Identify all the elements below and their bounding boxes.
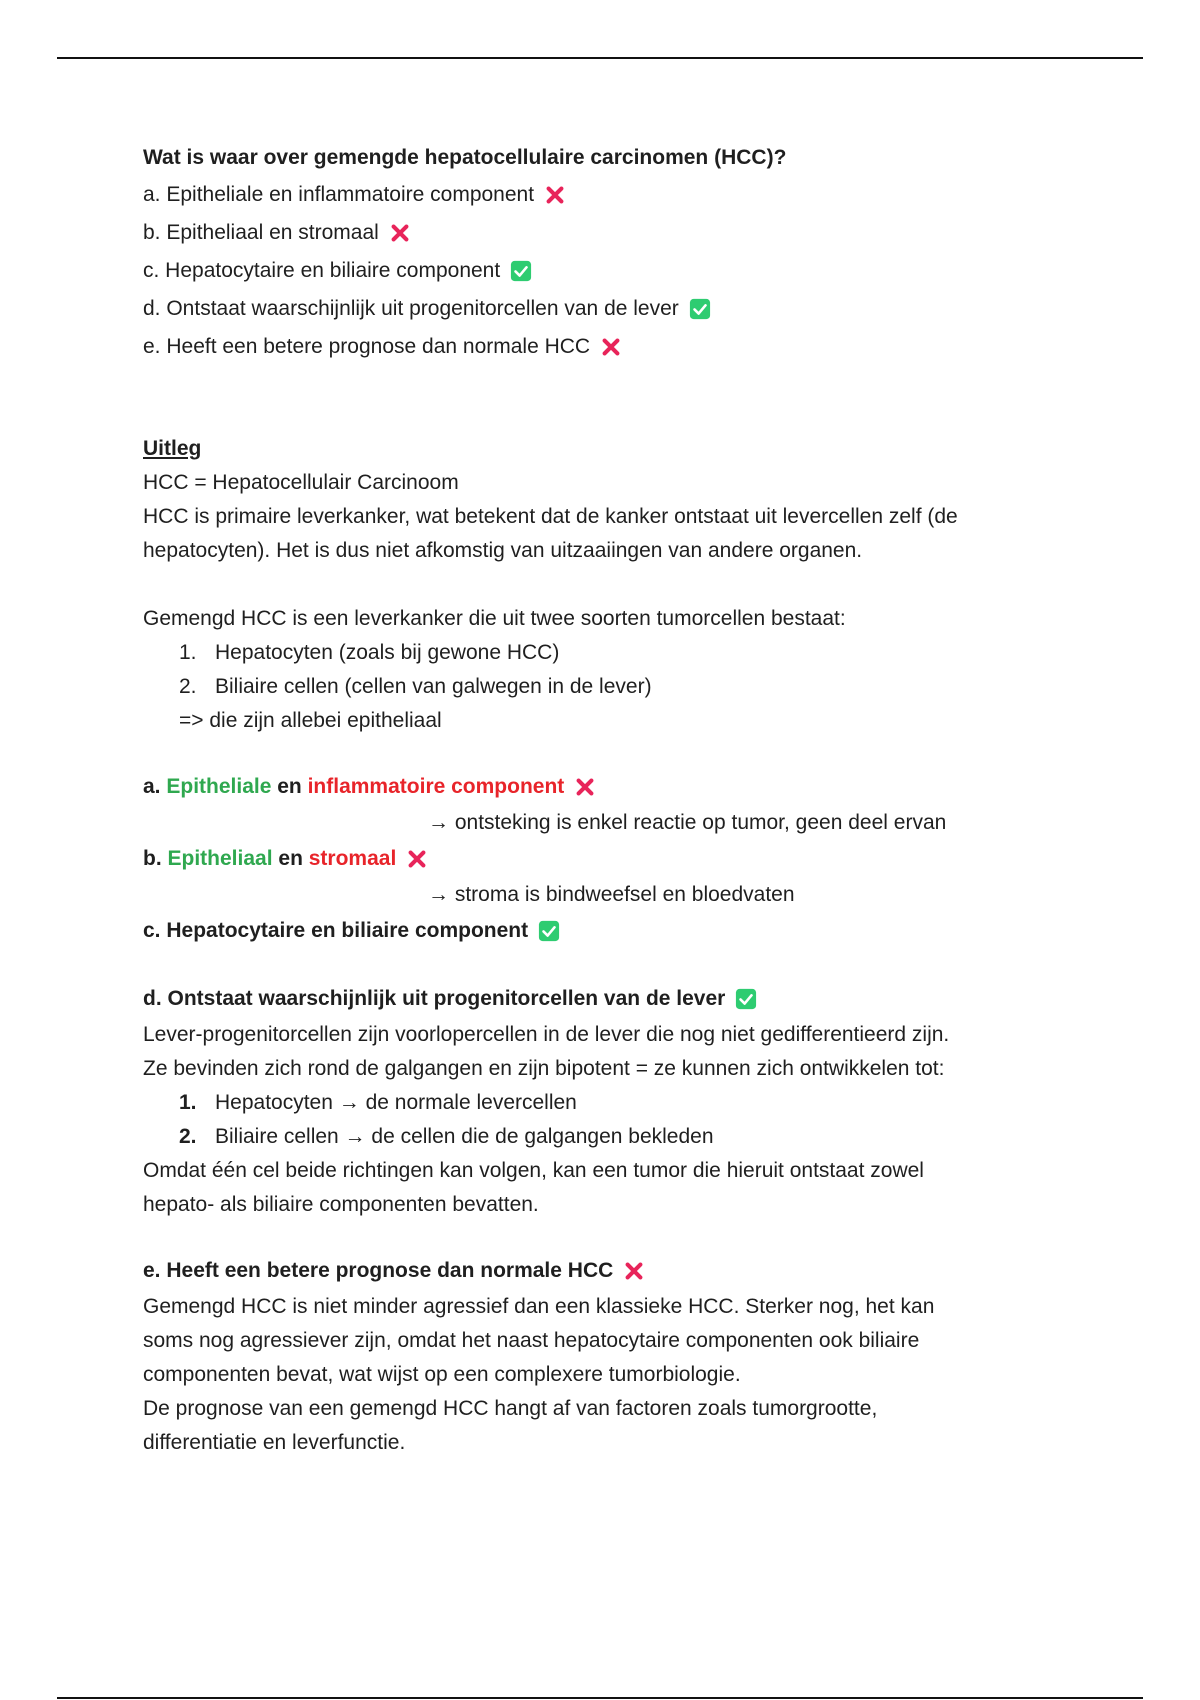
- answer-a-arrow: → ontsteking is enkel reactie op tumor, geen deel ervan: [428, 811, 947, 834]
- option-b-text: b. Epitheliaal en stromaal: [143, 221, 379, 244]
- option-e-text: e. Heeft een betere prognose dan normale HCC: [143, 335, 591, 358]
- answer-a-green: Epitheliale: [166, 775, 272, 798]
- answer-b-green: Epitheliaal: [167, 847, 273, 870]
- cross-icon: [623, 1260, 645, 1282]
- check-icon: [538, 920, 560, 942]
- list-item: [143, 636, 1103, 670]
- answer-a-prefix: a.: [143, 775, 161, 798]
- answer-d-title: [143, 980, 1103, 1018]
- top-rule: [57, 57, 1143, 59]
- mixed-intro: Gemengd HCC is een leverkanker die uit twee soorten tumorcellen bestaat:: [143, 607, 846, 630]
- option-d-text: d. Ontstaat waarschijnlijk uit progenitorcellen van de lever: [143, 297, 679, 320]
- bottom-rule: [57, 1697, 1143, 1699]
- answer-d-after: Omdat één cel beide richtingen kan volgen, kan een tumor die hieruit ontstaat zowel: [143, 1159, 924, 1182]
- answer-e-line: differentiatie en leverfunctie.: [143, 1431, 406, 1454]
- answer-a-title: [143, 768, 1103, 806]
- list-text: Hepatocyten (zoals bij gewone HCC): [215, 641, 560, 664]
- check-icon: [689, 298, 711, 320]
- list-number: 2.: [179, 1125, 197, 1148]
- list-item: [143, 1120, 1103, 1154]
- answer-d-line: Lever-progenitorcellen zijn voorlopercellen in de lever die nog niet gedifferentieerd zijn.: [143, 1023, 950, 1046]
- answer-e-text: e. Heeft een betere prognose dan normale HCC: [143, 1259, 614, 1282]
- answer-a-red: inflammatoire component: [307, 775, 565, 798]
- list-number: 2.: [179, 675, 197, 698]
- list-text: Biliaire cellen (cellen van galwegen in de lever): [215, 675, 652, 698]
- answer-e-line: componenten bevat, wat wijst op een complexere tumorbiologie.: [143, 1363, 741, 1386]
- answer-d-line: Ze bevinden zich rond de galgangen en zijn bipotent = ze kunnen zich ontwikkelen tot:: [143, 1057, 945, 1080]
- document-content: [143, 140, 1103, 1460]
- list-number: 1.: [179, 641, 197, 664]
- explanation-heading: Uitleg: [143, 437, 202, 460]
- intro-line: hepatocyten). Het is dus niet afkomstig van uitzaaiingen van andere organen.: [143, 539, 863, 562]
- answer-b-mid: en: [278, 847, 303, 870]
- answer-d-text: d. Ontstaat waarschijnlijk uit progenitorcellen van de lever: [143, 987, 726, 1010]
- list-item: [143, 1086, 1103, 1120]
- answer-c-text: c. Hepatocytaire en biliaire component: [143, 919, 529, 942]
- answer-e-line: Gemengd HCC is niet minder agressief dan een klassieke HCC. Sterker nog, het kan: [143, 1295, 935, 1318]
- list-number: 1.: [179, 1091, 197, 1114]
- cross-icon: [574, 776, 596, 798]
- check-icon: [510, 260, 532, 282]
- intro-line: HCC = Hepatocellulair Carcinoom: [143, 471, 459, 494]
- option-c-text: c. Hepatocytaire en biliaire component: [143, 259, 501, 282]
- answer-a-mid: en: [277, 775, 302, 798]
- option-c: [143, 252, 1103, 290]
- list-text: Biliaire cellen → de cellen die de galgangen bekleden: [215, 1125, 714, 1148]
- answer-d-after: hepato- als biliaire componenten bevatten.: [143, 1193, 539, 1216]
- question-title: Wat is waar over gemengde hepatocellulaire carcinomen (HCC)?: [143, 146, 787, 169]
- answer-b-prefix: b.: [143, 847, 162, 870]
- mixed-conclusion: => die zijn allebei epitheliaal: [179, 709, 442, 732]
- answer-c-title: [143, 912, 1103, 950]
- cross-icon: [389, 222, 411, 244]
- option-d: [143, 290, 1103, 328]
- list-text: Hepatocyten → de normale levercellen: [215, 1091, 577, 1114]
- answer-e-title: [143, 1252, 1103, 1290]
- option-b: [143, 214, 1103, 252]
- list-item: [143, 670, 1103, 704]
- cross-icon: [600, 336, 622, 358]
- intro-line: HCC is primaire leverkanker, wat betekent dat de kanker ontstaat uit levercellen zelf (de: [143, 505, 958, 528]
- check-icon: [735, 988, 757, 1010]
- answer-e-line: soms nog agressiever zijn, omdat het naast hepatocytaire componenten ook biliaire: [143, 1329, 920, 1352]
- cross-icon: [544, 184, 566, 206]
- option-e: [143, 328, 1103, 366]
- answer-e-line: De prognose van een gemengd HCC hangt af van factoren zoals tumorgrootte,: [143, 1397, 878, 1420]
- answer-b-title: [143, 840, 1103, 878]
- option-a: [143, 176, 1103, 214]
- cross-icon: [406, 848, 428, 870]
- option-a-text: a. Epitheliale en inflammatoire component: [143, 183, 535, 206]
- answer-b-arrow: → stroma is bindweefsel en bloedvaten: [428, 883, 795, 906]
- answer-b-red: stromaal: [308, 847, 397, 870]
